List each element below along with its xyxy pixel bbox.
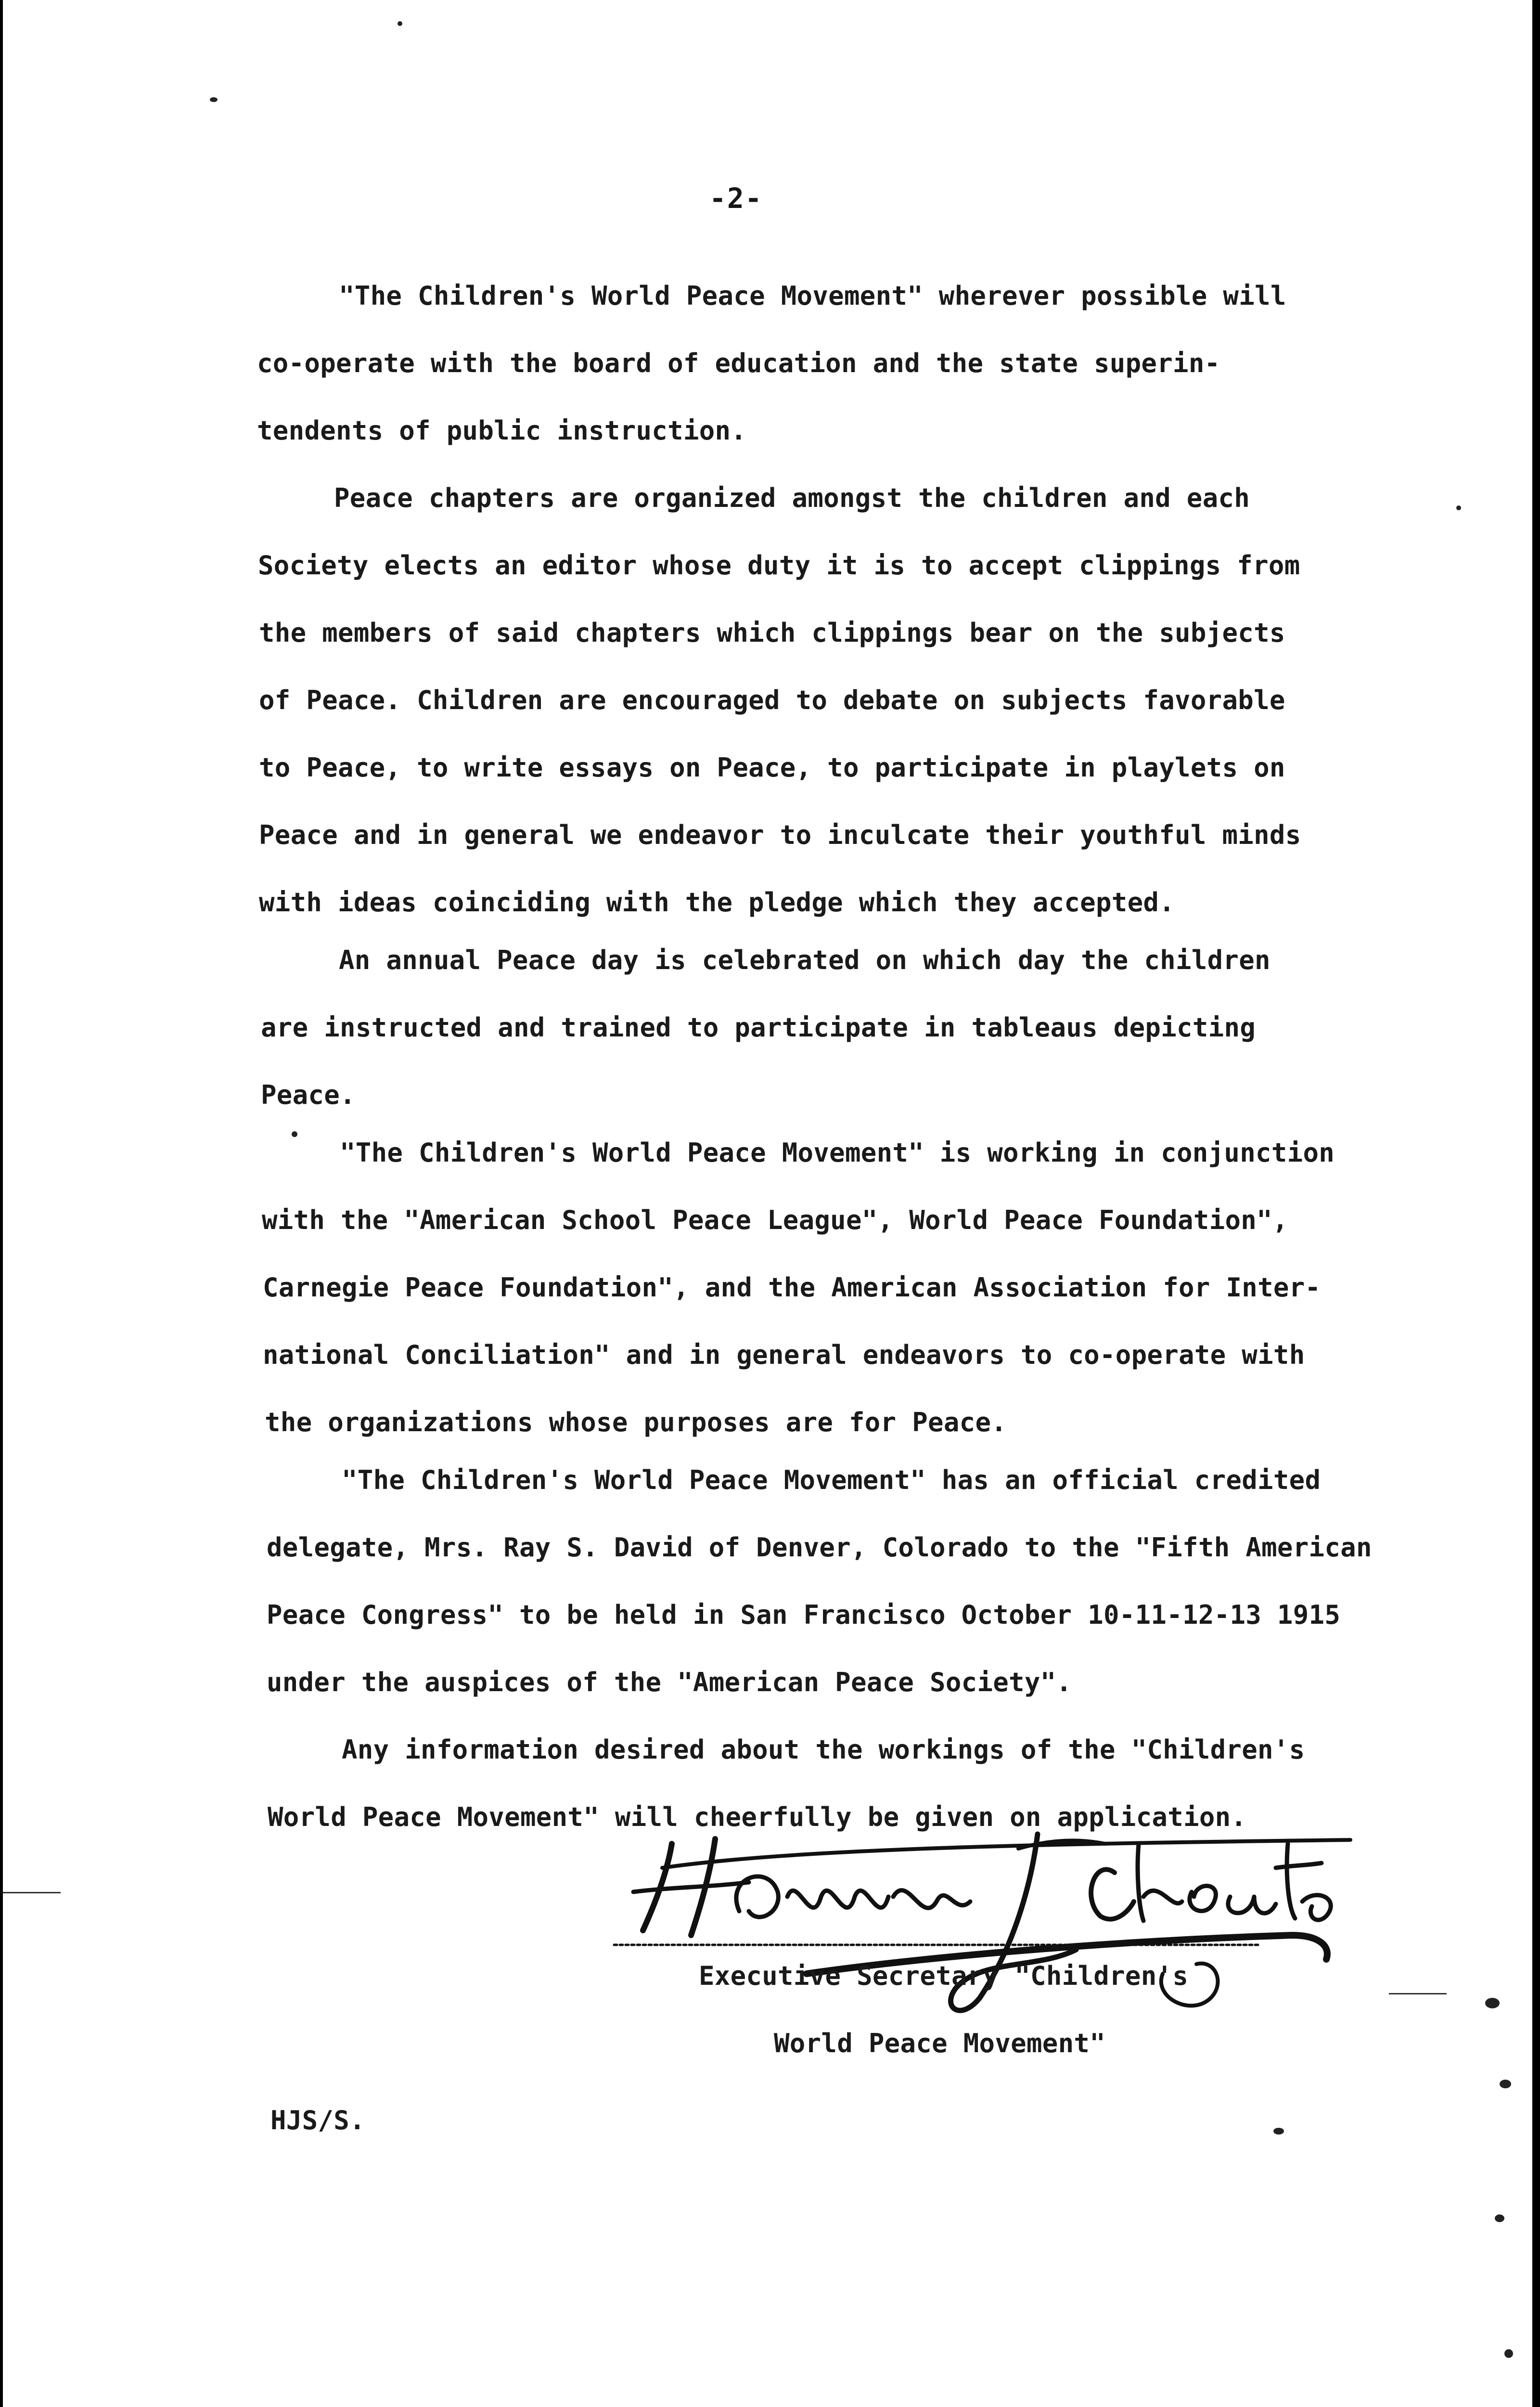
scan-speck [1495, 2214, 1504, 2222]
body-line: "The Children's World Peace Movement" wherever possible will [339, 281, 1286, 311]
body-line: Carnegie Peace Foundation", and the American Association for Inter- [263, 1272, 1321, 1303]
scan-speck [398, 21, 402, 26]
scan-speck [1273, 2128, 1284, 2135]
page-number: -2- [709, 182, 763, 215]
body-line: Peace. [261, 1080, 356, 1110]
body-line: are instructed and trained to participate in tableaus depicting [261, 1012, 1256, 1043]
body-line: under the auspices of the "American Peace Society". [267, 1667, 1072, 1697]
body-line: "The Children's World Peace Movement" is working in conjunction [340, 1138, 1335, 1168]
scan-speck [292, 1131, 297, 1137]
body-line: Society elects an editor whose duty it is to accept clippings from [258, 550, 1300, 581]
scan-speck [210, 97, 218, 102]
scan-speck [1500, 2080, 1511, 2088]
body-line: the organizations whose purposes are for Peace. [265, 1407, 1007, 1437]
body-line: Any information desired about the workings of the "Children's [342, 1734, 1305, 1765]
body-line: Peace Congress" to be held in San Francisco October 10-11-12-13 1915 [267, 1600, 1341, 1630]
signature-title-line-2: World Peace Movement" [774, 2028, 1106, 2058]
reference-initials: HJS/S. [270, 2105, 365, 2135]
body-line: tendents of public instruction. [257, 415, 747, 446]
body-line: An annual Peace day is celebrated on which day the children [339, 945, 1270, 975]
signature-title-line-1: Executive Secretary "Children's [699, 1961, 1189, 1991]
body-line: to Peace, to write essays on Peace, to participate in playlets on [259, 752, 1285, 783]
body-line: of Peace. Children are encouraged to debate on subjects favorable [259, 685, 1285, 715]
body-line: with ideas coinciding with the pledge which they accepted. [259, 887, 1175, 918]
body-line: with the "American School Peace League", World Peace Foundation", [262, 1205, 1288, 1235]
document-page [3, 0, 1532, 2407]
body-line: Peace and in general we endeavor to inculcate their youthful minds [259, 820, 1301, 850]
body-line: national Conciliation" and in general endeavors to co-operate with [263, 1340, 1305, 1370]
scan-speck [1485, 1998, 1500, 2008]
scan-speck [1456, 505, 1461, 510]
scan-speck [1504, 2349, 1513, 2358]
edge-mark [3, 1892, 61, 1893]
body-line: co-operate with the board of education and the state superin- [257, 348, 1220, 378]
edge-mark [1389, 1993, 1447, 1994]
body-line: "The Children's World Peace Movement" has an official credited [342, 1465, 1321, 1495]
body-line: World Peace Movement" will cheerfully be given on application. [268, 1802, 1247, 1832]
body-line: delegate, Mrs. Ray S. David of Denver, Colorado to the "Fifth American [267, 1532, 1372, 1563]
body-line: Peace chapters are organized amongst the children and each [334, 483, 1250, 513]
body-line: the members of said chapters which clippings bear on the subjects [259, 618, 1285, 648]
